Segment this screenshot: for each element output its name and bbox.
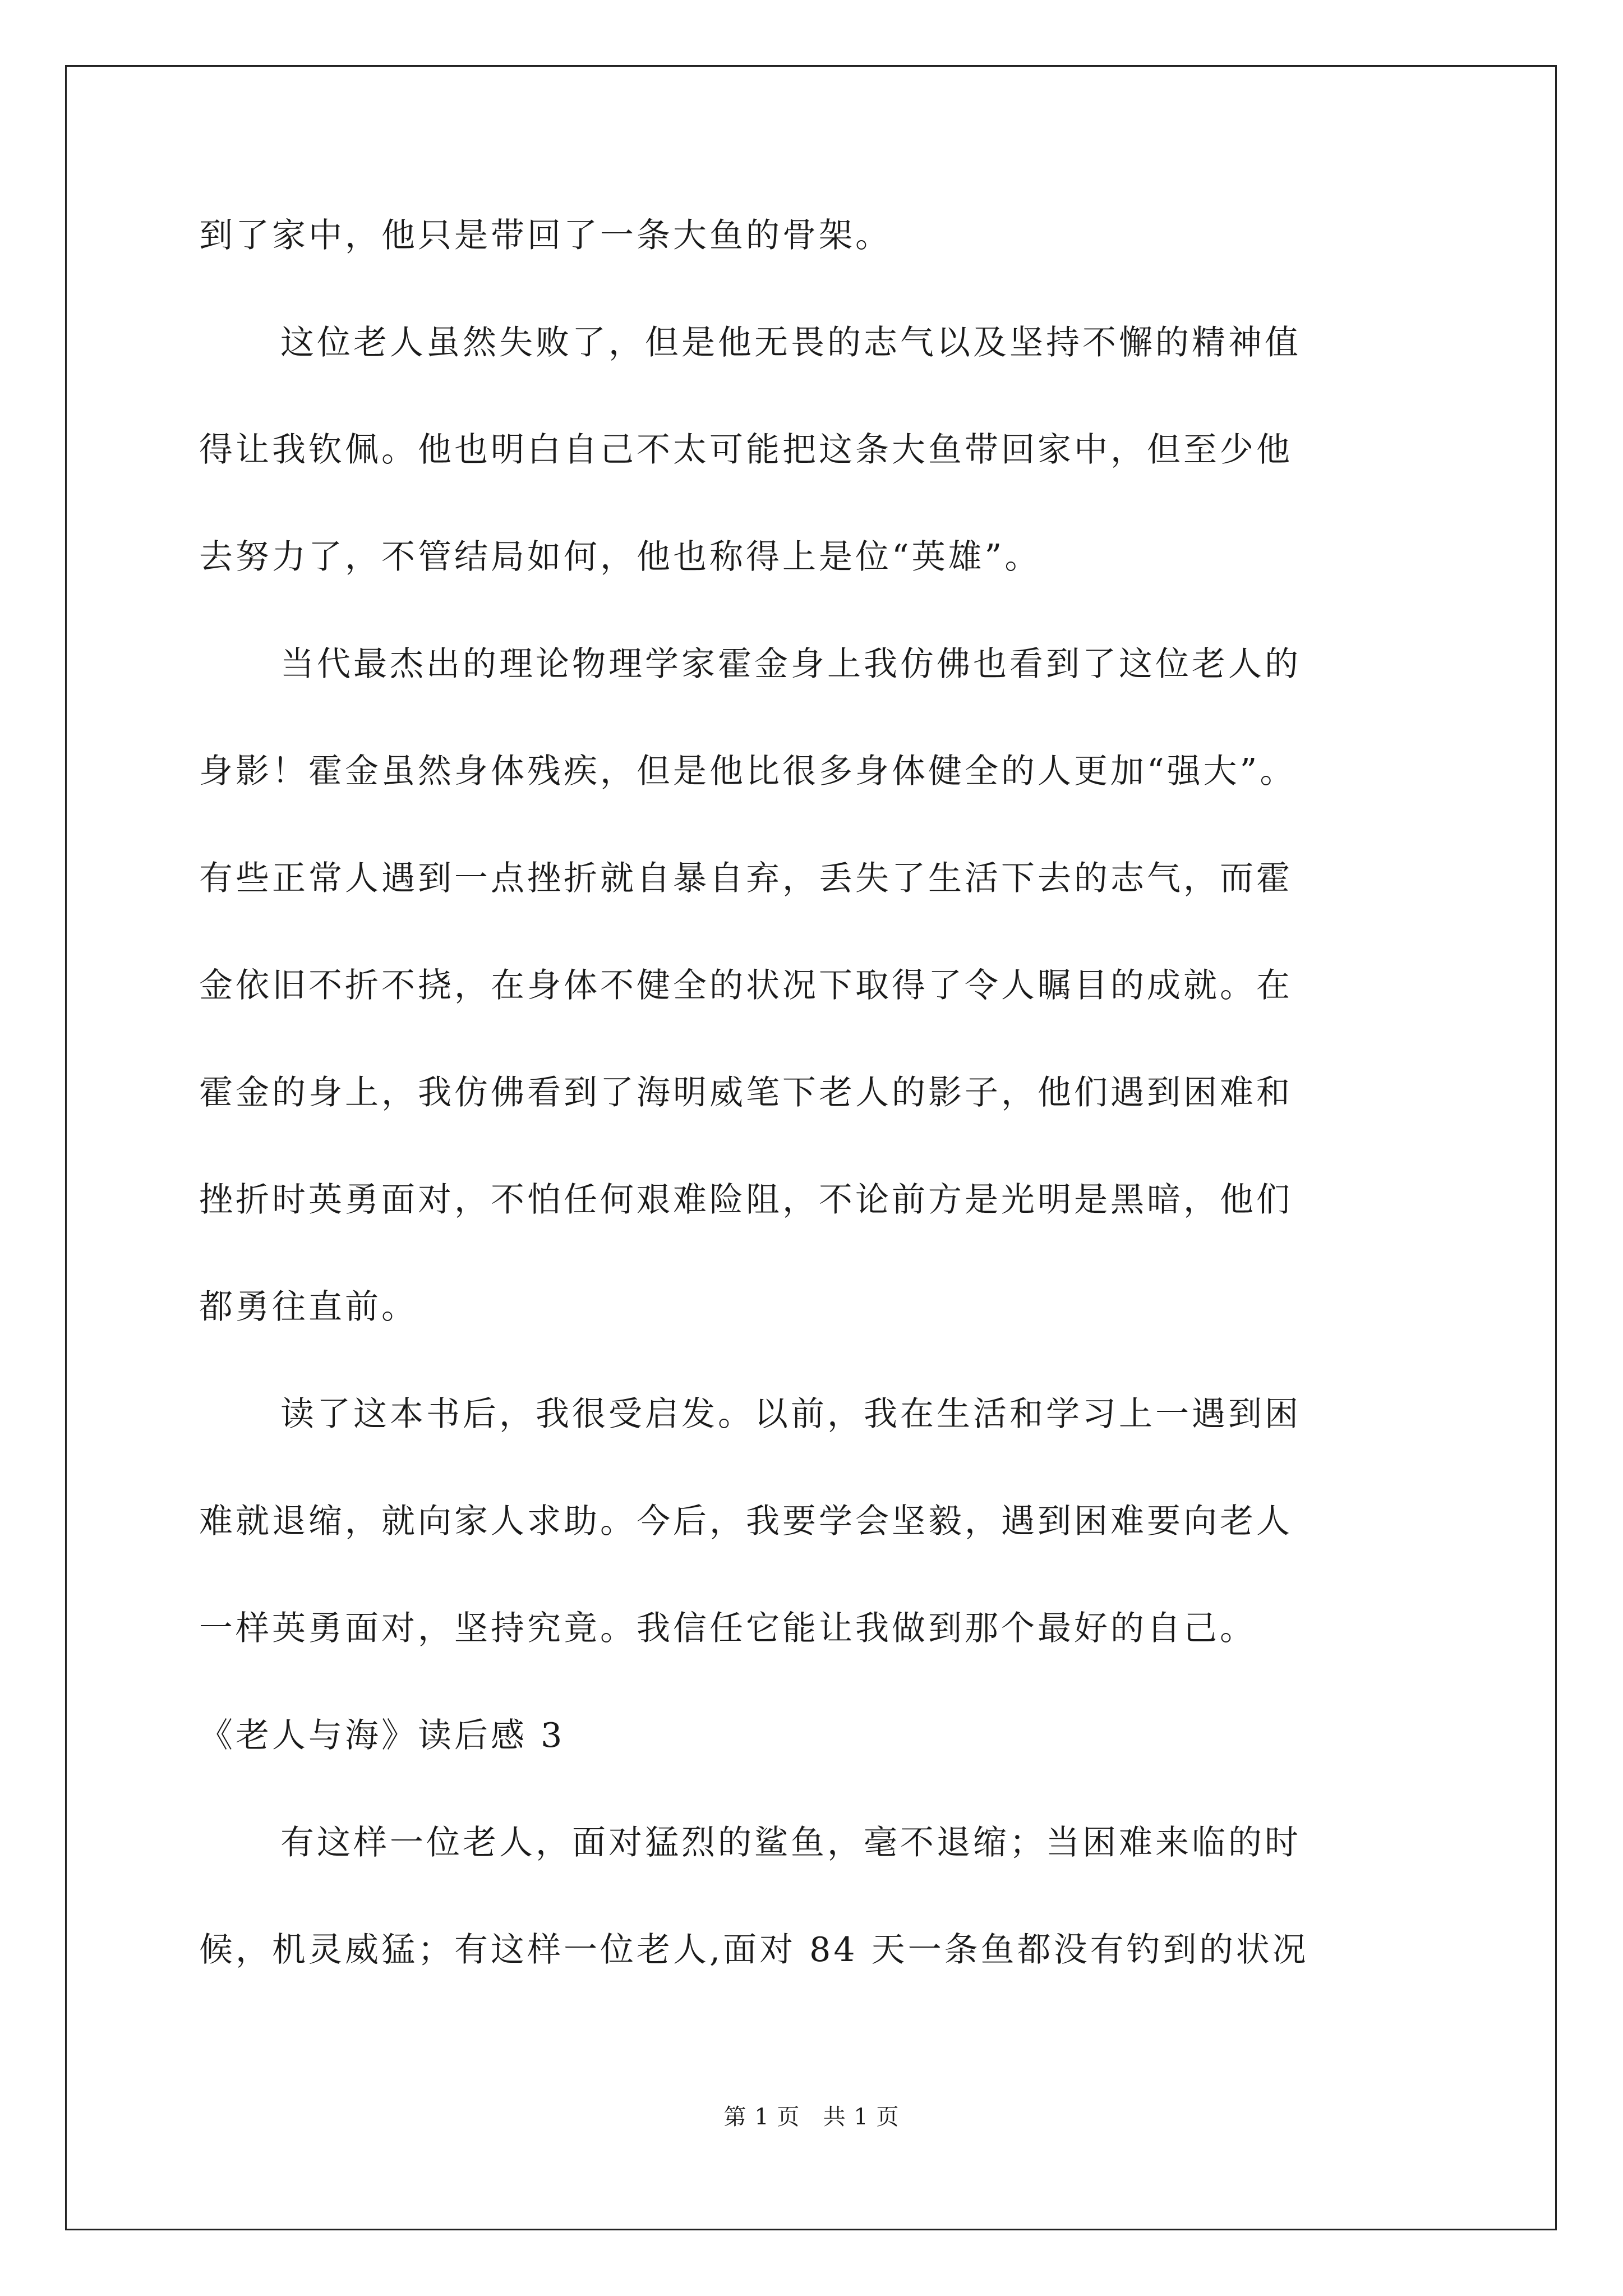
text-line: 金依旧不折不挠，在身体不健全的状况下取得了令人瞩目的成就。在 — [199, 966, 1293, 1005]
text-line: 候，机灵威猛；有这样一位老人,面对 84 天一条鱼都没有钓到的状况 — [199, 1930, 1309, 1970]
text-line: 挫折时英勇面对，不怕任何艰难险阻，不论前方是光明是黑暗，他们 — [199, 1180, 1293, 1220]
text-line: 身影！霍金虽然身体残疾，但是他比很多身体健全的人更加“强大”。 — [199, 752, 1297, 791]
text-line: 到了家中，他只是带回了一条大鱼的骨架。 — [199, 216, 892, 255]
text-line: 都勇往直前。 — [199, 1287, 418, 1327]
text-line: 霍金的身上，我仿佛看到了海明威笔下老人的影子，他们遇到困难和 — [199, 1073, 1293, 1112]
page-number-footer: 第 1 页 共 1 页 — [723, 2104, 900, 2130]
section-heading: 《老人与海》读后感 3 — [199, 1716, 565, 1755]
paragraph-start-line: 这位老人虽然失败了，但是他无畏的志气以及坚持不懈的精神值 — [280, 323, 1301, 362]
text-line: 得让我钦佩。他也明白自己不太可能把这条大鱼带回家中，但至少他 — [199, 430, 1293, 470]
text-line: 一样英勇面对，坚持究竟。我信任它能让我做到那个最好的自己。 — [199, 1609, 1256, 1648]
paragraph-start-line: 当代最杰出的理论物理学家霍金身上我仿佛也看到了这位老人的 — [280, 645, 1301, 684]
paragraph-start-line: 读了这本书后，我很受启发。以前，我在生活和学习上一遇到困 — [280, 1395, 1301, 1434]
text-line: 难就退缩，就向家人求助。今后，我要学会坚毅，遇到困难要向老人 — [199, 1502, 1293, 1541]
paragraph-start-line: 有这样一位老人，面对猛烈的鲨鱼，毫不退缩；当困难来临的时 — [280, 1823, 1301, 1862]
text-line: 有些正常人遇到一点挫折就自暴自弃，丢失了生活下去的志气，而霍 — [199, 859, 1293, 898]
text-line: 去努力了，不管结局如何，他也称得上是位“英雄”。 — [199, 537, 1041, 577]
document-body — [199, 208, 1433, 2029]
